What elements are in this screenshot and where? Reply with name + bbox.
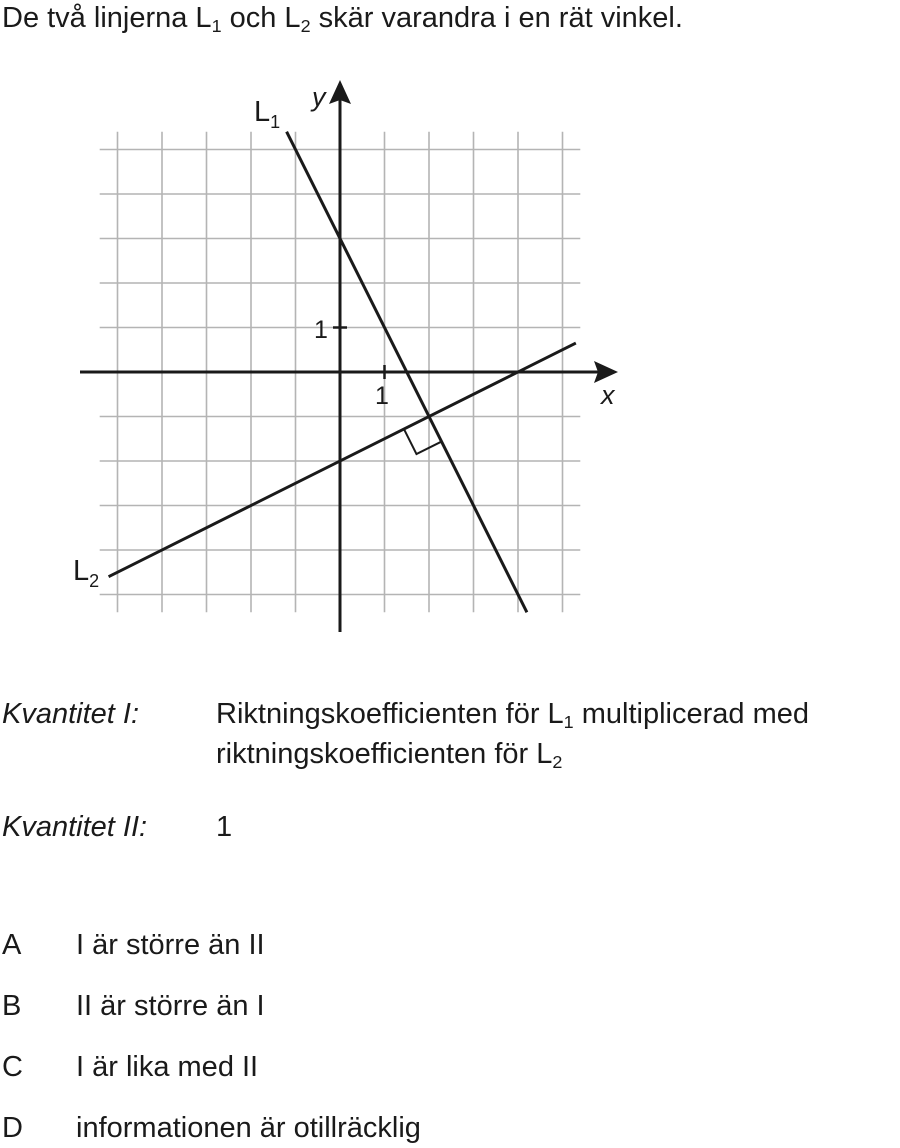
- line-l2: [109, 343, 576, 577]
- quantity-1-text-line2: [216, 738, 563, 773]
- line1-label: [254, 96, 280, 132]
- line2-label-sub: 2: [89, 571, 100, 591]
- option-c-text: I är lika med II: [76, 1051, 259, 1083]
- line2-label: [73, 555, 99, 591]
- intro-middle: och L: [221, 2, 301, 34]
- quantity-1-text-line1: [216, 698, 809, 733]
- option-a[interactable]: [0, 929, 600, 965]
- intro-after: skär varandra i en rät vinkel.: [310, 2, 683, 34]
- line2-label-main: L: [73, 555, 90, 587]
- option-a-text: I är större än II: [76, 929, 265, 961]
- y-axis-label: y: [312, 82, 326, 112]
- line1-label-main: L: [254, 96, 271, 128]
- intro-before: De två linjerna L: [2, 2, 212, 34]
- line1-label-sub: 1: [270, 112, 281, 132]
- option-a-letter: A: [2, 929, 22, 961]
- option-b-text: II är större än I: [76, 990, 265, 1022]
- q1-line2-a: riktningskoefficienten för L: [216, 738, 553, 770]
- option-d-text: informationen är otillräcklig: [76, 1112, 421, 1144]
- option-c-letter: C: [2, 1051, 23, 1083]
- intro-sub2: 2: [300, 16, 311, 37]
- x-tick-label: 1: [375, 382, 389, 410]
- x-axis-label: x: [601, 380, 615, 410]
- intro-sub1: 1: [211, 16, 222, 37]
- q1-line1-sub: 1: [563, 712, 574, 733]
- q1-line1-a: Riktningskoefficienten för L: [216, 698, 564, 730]
- option-d-letter: D: [2, 1112, 23, 1144]
- option-c[interactable]: [0, 1051, 600, 1087]
- option-d[interactable]: [0, 1112, 600, 1148]
- q1-line1-b: multiplicerad med: [573, 698, 809, 730]
- quantity-2-value: 1: [216, 811, 233, 843]
- y-tick-label: 1: [314, 316, 328, 344]
- quantity-2-label: Kvantitet II:: [2, 811, 148, 843]
- option-b-letter: B: [2, 990, 22, 1022]
- quantity-1-label: Kvantitet I:: [2, 698, 140, 730]
- q1-line2-sub: 2: [552, 752, 563, 773]
- option-b[interactable]: [0, 990, 600, 1026]
